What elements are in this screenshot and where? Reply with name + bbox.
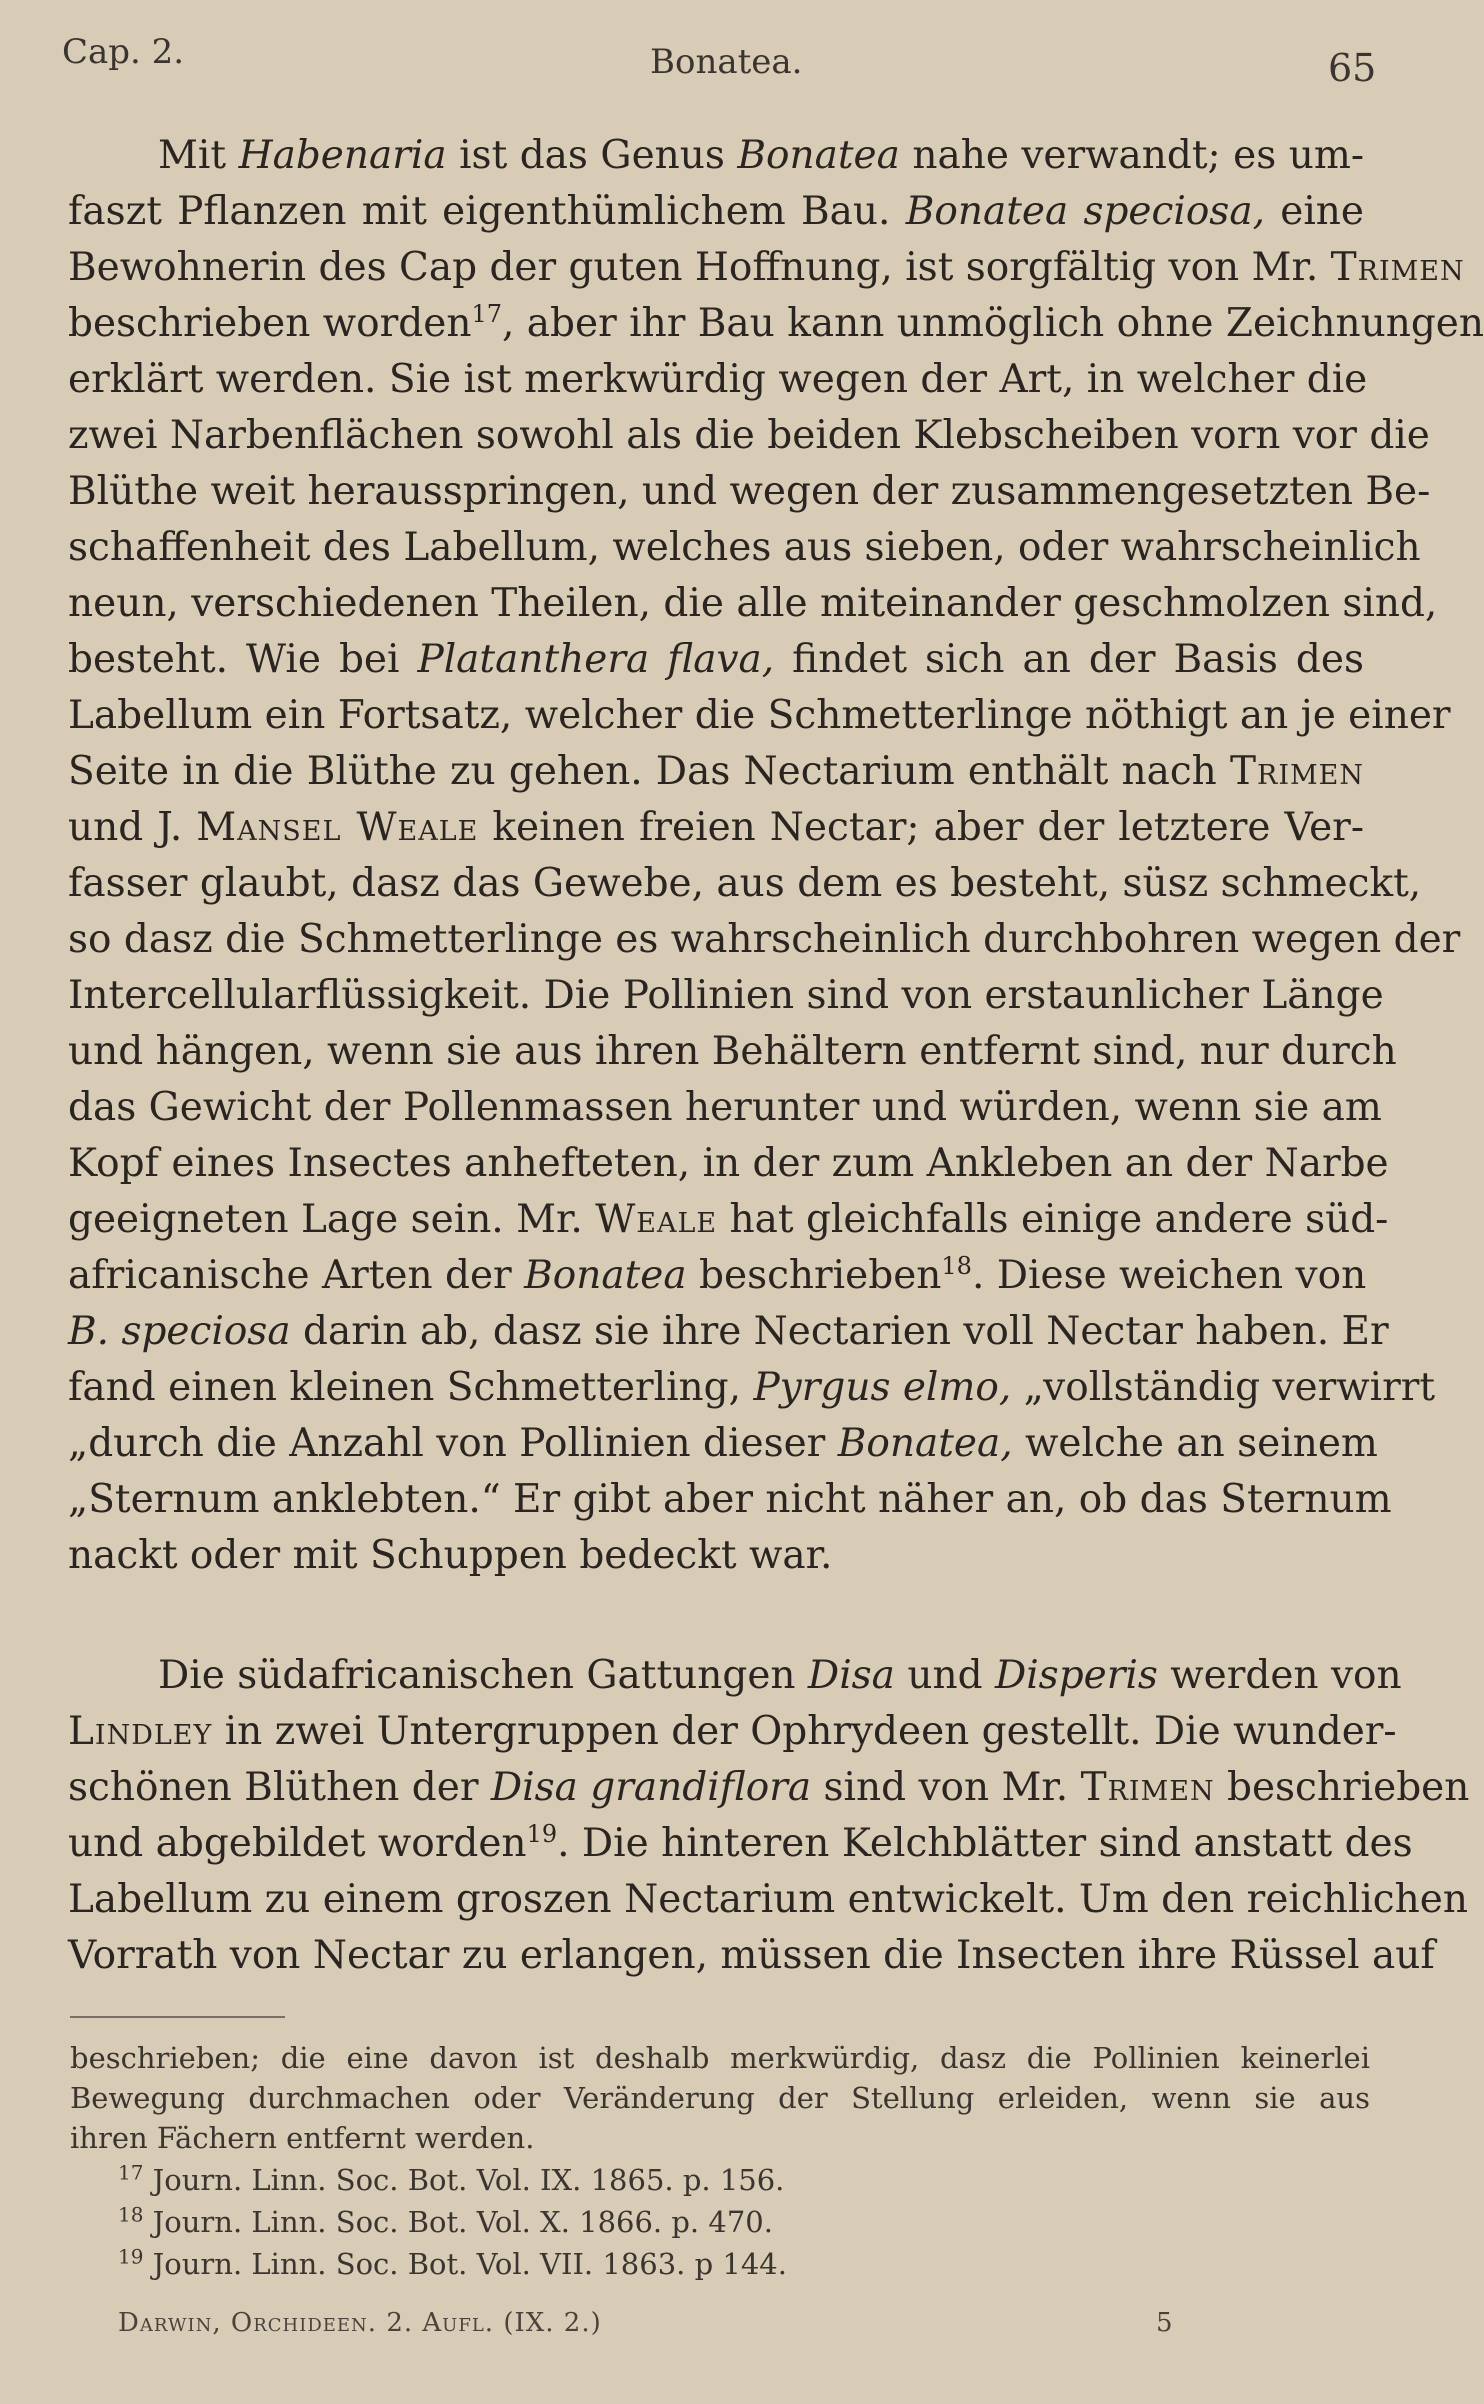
text-run: ist das Genus [446,133,738,178]
text-line [68,128,1364,184]
text-run: Labellum ein Fortsatz, welcher die Schmetterlinge nöthigt an je einer [68,693,1451,738]
text-run: Seite in die Blüthe zu gehen. Das Nectarium enthält nach [68,749,1230,794]
text-line [68,1248,1367,1304]
italic-term: Bonatea [737,133,900,178]
text-line [68,1528,1364,1584]
text-run: keinen freien Nectar; aber der letztere Ver- [478,805,1364,850]
text-run: so dasz die Schmetterlinge es wahrscheinlich durchbohren wegen der [68,917,1461,962]
text-run: neun, verschiedenen Theilen, die alle miteinander geschmolzen sind, [68,581,1438,626]
text-run: sind von Mr. [811,1765,1081,1810]
text-line [68,632,1364,688]
page-number: 65 [1328,46,1377,90]
text-run: Kopf eines Insectes anhefteten, in der zum Ankleben an der Narbe [68,1141,1389,1186]
text-run: Vorrath von Nectar zu erlangen, müssen die Insecten ihre Rüssel auf [68,1933,1435,1978]
text-line [68,1648,1402,1704]
text-line [68,856,1422,912]
text-run: schönen Blüthen der [68,1765,491,1810]
text-run: hat gleichfalls einige andere süd- [717,1197,1389,1242]
italic-term: Habenaria [238,133,447,178]
text-run: nahe verwandt; es um- [899,133,1364,178]
author-name: Mansel Weale [196,805,479,850]
text-line [68,1760,1470,1816]
footnote-citation: Journ. Linn. Soc. Bot. Vol. IX. 1865. p. 156. [143,2163,785,2197]
italic-term: Bonatea [524,1253,687,1298]
footnote-18 [70,2202,1370,2242]
footnote-17 [70,2160,1370,2200]
text-run: . Die hinteren Kelchblätter sind anstatt des [557,1821,1413,1866]
footnotes [70,2038,1370,2284]
text-run: schaffenheit des Labellum, welches aus sieben, oder wahrscheinlich [68,525,1421,570]
italic-term: Pyrgus elmo, [753,1365,1012,1410]
text-line [68,1136,1389,1192]
italic-term: Bonatea, [837,1421,1013,1466]
author-name: Weale [595,1197,718,1242]
text-run: zwei Narbenflächen sowohl als die beiden Klebscheiben vorn vor die [68,413,1430,458]
footnote-continuation [70,2038,1370,2158]
text-line [68,1416,1378,1472]
text-line [68,184,1364,240]
text-run: beschrieben worden [68,301,472,346]
footnote-number: 19 [118,2244,144,2269]
footnote-ref: 19 [526,1820,558,1848]
italic-term: Bonatea speciosa, [905,189,1265,234]
text-line [68,1816,1413,1872]
text-run: geeigneten Lage sein. Mr. [68,1197,596,1242]
text-line [68,352,1368,408]
signature-mark: Darwin, Orchideen. 2. Aufl. (IX. 2.) [118,2308,602,2338]
paragraph-text [68,128,1484,1584]
text-run: Blüthe weit herausspringen, und wegen der zusammengesetzten Be- [68,469,1431,514]
text-run: beschrieben [686,1253,942,1298]
text-run: fasser glaubt, dasz das Gewebe, aus dem es besteht, süsz schmeckt, [68,861,1422,906]
text-run: Mit [158,133,239,178]
author-name: Trimen [1330,245,1465,290]
text-line [68,1360,1436,1416]
text-run: nackt oder mit Schuppen bedeckt war. [68,1533,833,1578]
text-line [68,1472,1392,1528]
text-run: fand einen kleinen Schmetterling, [68,1365,754,1410]
text-line [68,296,1484,352]
text-line [68,968,1384,1024]
footnote-19 [70,2244,1370,2284]
paragraph-disa [68,1648,1470,1984]
text-run: faszt Pflanzen mit eigenthümlichem Bau. [68,189,906,234]
text-run: „Sternum anklebten.“ Er gibt aber nicht näher an, ob das Sternum [68,1477,1392,1522]
paragraph-text [68,1648,1470,1984]
italic-term: Disperis [994,1653,1158,1698]
text-run: „durch die Anzahl von Pollinien dieser [68,1421,838,1466]
text-line [68,1872,1468,1928]
text-line [68,1304,1389,1360]
footnote-divider [70,2016,285,2018]
text-run: Intercellularflüssigkeit. Die Pollinien sind von erstaunlicher Länge [68,973,1384,1018]
paragraph-bonatea [68,128,1484,1584]
author-name: Lindley [68,1709,213,1754]
italic-term: B. speciosa [68,1309,291,1354]
text-run: beschrieben [1214,1765,1470,1810]
text-run: und abgebildet worden [68,1821,527,1866]
footnote-number: 18 [118,2202,144,2227]
text-run: Labellum zu einem groszen Nectarium entwickelt. Um den reichlichen [68,1877,1468,1922]
footnote-number: 17 [118,2160,144,2185]
chapter-label: Cap. 2. [62,32,185,72]
text-run: in zwei Untergruppen der Ophrydeen gestellt. Die wunder- [212,1709,1397,1754]
text-run: und hängen, wenn sie aus ihren Behältern entfernt sind, nur durch [68,1029,1397,1074]
text-run: werden von [1157,1653,1402,1698]
text-run: africanische Arten der [68,1253,525,1298]
text-line [68,1928,1435,1984]
text-line [68,1024,1397,1080]
footnote-ref: 18 [941,1252,972,1280]
italic-term: Disa grandiflora [490,1765,812,1810]
footnote-list [70,2160,1370,2284]
text-line [68,688,1451,744]
text-run: eine [1264,189,1364,234]
author-name: Trimen [1080,1765,1215,1810]
text-run: und [894,1653,995,1698]
author-name: Trimen [1230,749,1364,794]
footnote-line: Bewegung durchmachen oder Veränderung der Stellung erleiden, wenn sie aus [70,2081,1370,2115]
text-line [68,1192,1389,1248]
italic-term: Platanthera flava, [417,637,775,682]
text-line [68,576,1438,632]
text-run: welche an seinem [1012,1421,1378,1466]
text-run: findet sich an der Basis des [774,637,1364,682]
text-line [68,744,1364,800]
footnote-ref: 17 [471,300,502,328]
text-line [68,520,1421,576]
text-run: darin ab, dasz sie ihre Nectarien voll Nectar haben. Er [290,1309,1389,1354]
text-run: das Gewicht der Pollenmassen herunter und würden, wenn sie am [68,1085,1382,1130]
text-run: , aber ihr Bau kann unmöglich ohne Zeichnungen [502,301,1484,346]
text-line [68,408,1430,464]
running-title: Bonatea. [650,42,803,82]
text-run: Bewohnerin des Cap der guten Hoffnung, ist sorgfältig von Mr. [68,245,1331,290]
text-run: Die südafricanischen Gattungen [158,1653,808,1698]
footnote-citation: Journ. Linn. Soc. Bot. Vol. VII. 1863. p 144. [143,2247,787,2281]
text-run: . Diese weichen von [971,1253,1367,1298]
text-line [68,464,1431,520]
footnote-line: ihren Fächern entfernt werden. [70,2121,535,2155]
text-run: besteht. Wie bei [68,637,418,682]
running-header [0,24,1412,94]
sheet-number: 5 [1156,2308,1173,2338]
text-run: „vollständig verwirrt [1011,1365,1436,1410]
text-line [68,800,1364,856]
text-line [68,1080,1382,1136]
italic-term: Disa [807,1653,895,1698]
text-line [68,1704,1397,1760]
footnote-line: beschrieben; die eine davon ist deshalb merkwürdig, dasz die Pollinien keinerlei [70,2041,1370,2075]
text-run: und J. [68,805,197,850]
text-line [68,912,1461,968]
text-run: erklärt werden. Sie ist merkwürdig wegen der Art, in welcher die [68,357,1368,402]
footnote-citation: Journ. Linn. Soc. Bot. Vol. X. 1866. p. 470. [143,2205,773,2239]
text-line [68,240,1465,296]
